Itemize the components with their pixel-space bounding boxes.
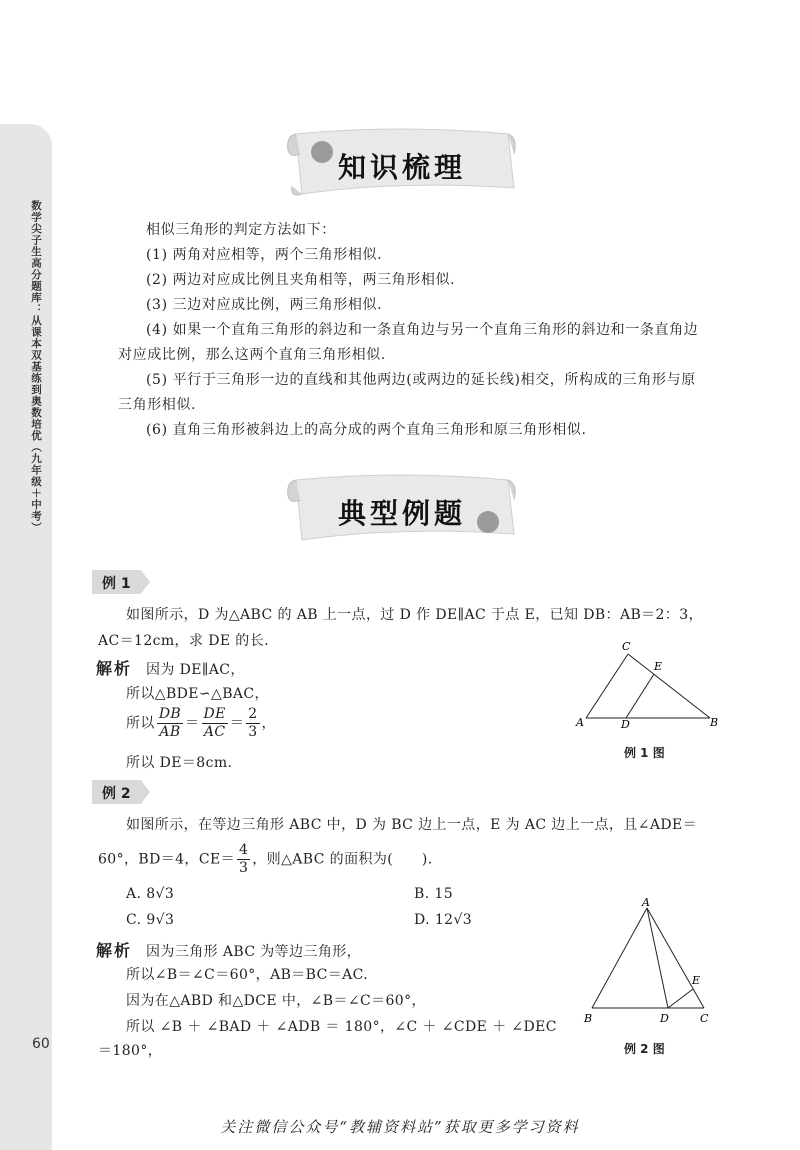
option-b[interactable]: B. 15 [414,886,454,902]
knowledge-item: (1) 两角对应相等，两个三角形相似. [146,247,383,263]
label-e: E [654,660,663,673]
banner-title-examples: 典型例题 [337,497,466,530]
label-b: B [584,1012,593,1025]
ex1-figure [574,640,724,736]
ex1-figure-caption: 例 1 图 [624,746,665,760]
ex1-fraction-line: 所以 $\frac{DB}{AB}$ ＝ $\frac{DE}{AC}$ ＝ $\frac{2}{3}$ ， [126,706,276,740]
knowledge-intro: 相似三角形的判定方法如下： [146,222,336,238]
analysis-label: 解析 [96,659,133,678]
banner-examples [282,470,522,550]
banner-knowledge [282,124,522,204]
label-d: D [660,1012,669,1025]
segment-cb [628,654,710,718]
book-title: 数学尖子生高分题库：从课本双基练到奥数培优（九年级＋中考） [30,200,42,534]
knowledge-item: (5) 平行于三角形一边的直线和其他两边(或两边的延长线)相交，所构成的三角形与原三角形相似. [118,372,696,413]
page-number: 60 [32,1036,50,1052]
knowledge-item: (3) 三边对应成比例，两三角形相似. [146,297,383,313]
option-d[interactable]: D. 12√3 [414,912,473,928]
ex2-figure-caption: 例 2 图 [624,1042,665,1056]
ex2-problem-line2: 60°，BD＝4，CE＝ $\frac{4}{3}$ ，则△ABC 的面积为( ). [98,842,433,876]
banner-title-knowledge: 知识梳理 [337,151,466,184]
segment-ac [647,908,704,1008]
example-tag [92,570,150,594]
segment-ad [647,908,668,1008]
label-a: A [642,896,650,909]
option-c[interactable]: C. 9√3 [126,912,175,928]
label-e: E [692,974,701,987]
ex1-step: 因为 DE∥AC， [146,662,245,678]
ex2-solution-line1 [96,938,361,961]
label-a: A [576,716,584,729]
segment-ab [592,908,647,1008]
label-b: B [710,716,719,729]
ex1-problem-line2: AC＝12cm，求 DE 的长. [98,633,269,649]
ex2-step: ＝180°， [98,1043,163,1059]
knowledge-item: (4) 如果一个直角三角形的斜边和一条直角边与另一个直角三角形的斜边和一条直角边对应成比例，那么这两个直角三角形相似. [118,322,699,363]
ex2-figure [580,896,720,1026]
example-tag-label: 例 2 [102,786,131,802]
ex1-text: 所以 [126,715,155,732]
ex2-problem-line1: 如图所示，在等边三角形 ABC 中，D 为 BC 边上一点，E 为 AC 边上一点，且∠ADE＝ [126,817,697,833]
ex2-step: 所以 ∠B ＋ ∠BAD ＋ ∠ADB ＝ 180°，∠C ＋ ∠CDE ＋ ∠DEC [126,1019,557,1035]
ex2-step: 因为在△ABD 和△DCE 中，∠B＝∠C＝60°， [126,993,426,1009]
fraction: $\frac{2}{3}$ [248,706,258,740]
ex1-problem-line1: 如图所示，D 为△ABC 的 AB 上一点，过 D 作 DE∥AC 于点 E，已知 DB：AB＝2：3， [126,607,703,623]
analysis-label: 解析 [96,941,133,960]
knowledge-section [118,218,708,443]
ex1-step: 所以 DE＝8cm. [126,755,233,771]
segment-de [626,674,654,718]
fraction: $\frac{DE}{AC}$ [203,706,226,740]
ex2-step: 因为三角形 ABC 为等边三角形， [146,944,362,960]
ex1-step: 所以△BDE∽△BAC， [126,686,269,702]
label-c: C [700,1012,709,1025]
segment-de [668,989,693,1008]
ex1-solution-line1 [96,656,245,679]
ex2-step: 所以∠B＝∠C＝60°，AB＝BC＝AC. [126,967,369,983]
fraction: $\frac{DB}{AB}$ [158,706,182,740]
footer-note: 关注微信公众号“教辅资料站”获取更多学习资料 [220,1118,580,1136]
example-tag [92,780,150,804]
option-a[interactable]: A. 8√3 [126,886,175,902]
fraction: $\frac{4}{3}$ [238,842,249,876]
label-d: D [621,718,630,731]
example-tag-label: 例 1 [102,576,131,592]
knowledge-item: (2) 两边对应成比例且夹角相等，两三角形相似. [146,272,456,288]
knowledge-item: (6) 直角三角形被斜边上的高分成的两个直角三角形和原三角形相似. [146,422,587,438]
label-c: C [622,640,631,653]
segment-ac [586,654,628,718]
